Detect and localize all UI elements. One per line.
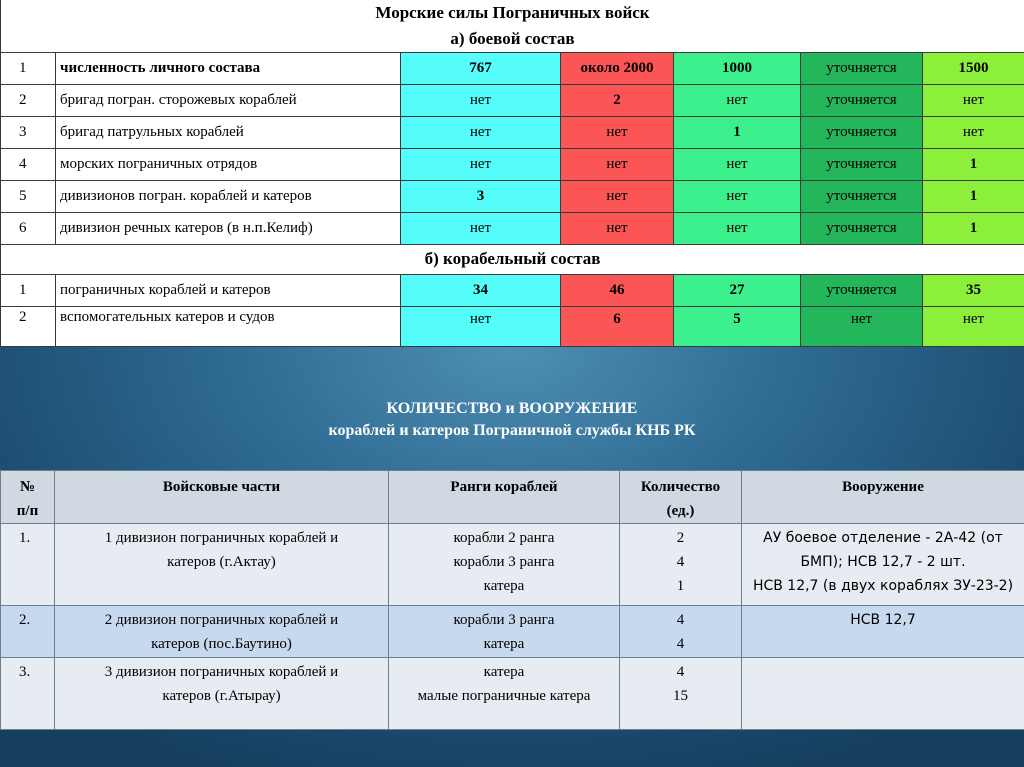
section-a-heading: а) боевой состав [1, 26, 1024, 52]
table-row [1, 148, 1024, 180]
value-cell: нет [674, 148, 801, 180]
quantity-cell: 2 4 1 [620, 524, 742, 606]
armament-cell [742, 658, 1024, 730]
table-title: Морские силы Пограничных войск [1, 0, 1024, 26]
ranks-cell: катера малые пограничные катера [389, 658, 620, 730]
value-cell: уточняется [801, 52, 923, 84]
armament-panel [0, 470, 1024, 730]
value-cell: 27 [674, 274, 801, 306]
table-row [1, 606, 1024, 658]
value-cell: 34 [401, 274, 561, 306]
ranks-cell: корабли 2 ранга корабли 3 ранга катера [389, 524, 620, 606]
value-cell: нет [401, 306, 561, 346]
value-cell: 1000 [674, 52, 801, 84]
value-cell: нет [801, 306, 923, 346]
table-row [1, 180, 1024, 212]
row-number: 2 [1, 306, 56, 346]
value-cell: уточняется [801, 180, 923, 212]
section-b-heading: б) корабельный состав [1, 244, 1024, 274]
row-label: вспомогательных катеров и судов [56, 306, 401, 346]
value-cell: 46 [561, 274, 674, 306]
armament-title-line2: кораблей и катеров Пограничной службы КНБ РК [328, 422, 696, 439]
table-row [1, 306, 1024, 346]
row-number: 3. [1, 658, 55, 730]
value-cell: 1 [923, 180, 1024, 212]
table-row [1, 116, 1024, 148]
value-cell: 1 [674, 116, 801, 148]
quantity-cell: 4 4 [620, 606, 742, 658]
value-cell: нет [401, 148, 561, 180]
value-cell: 35 [923, 274, 1024, 306]
value-cell: нет [561, 116, 674, 148]
row-number: 1 [1, 274, 56, 306]
value-cell: уточняется [801, 116, 923, 148]
naval-forces-panel [0, 0, 1024, 347]
row-label: морских пограничных отрядов [56, 148, 401, 180]
value-cell: 1500 [923, 52, 1024, 84]
unit-cell: 3 дивизион пограничных кораблей и катеров (г.Атырау) [55, 658, 389, 730]
table-row [1, 274, 1024, 306]
value-cell: нет [561, 180, 674, 212]
header-units: Войсковые части [55, 471, 389, 524]
value-cell: нет [674, 84, 801, 116]
naval-forces-table [0, 0, 1024, 347]
value-cell: нет [561, 148, 674, 180]
table-row [1, 84, 1024, 116]
row-label: дивизионов погран. кораблей и катеров [56, 180, 401, 212]
value-cell: около 2000 [561, 52, 674, 84]
header-armament: Вооружение [742, 471, 1024, 524]
table-header-row [1, 471, 1024, 524]
value-cell: 1 [923, 148, 1024, 180]
armament-table [0, 470, 1024, 730]
header-ranks: Ранги кораблей [389, 471, 620, 524]
table-row [1, 658, 1024, 730]
row-label: бригад погран. сторожевых кораблей [56, 84, 401, 116]
row-number: 2 [1, 84, 56, 116]
header-num: № п/п [1, 471, 55, 524]
row-label: численность личного состава [56, 52, 401, 84]
row-number: 3 [1, 116, 56, 148]
row-label: бригад патрульных кораблей [56, 116, 401, 148]
value-cell: уточняется [801, 212, 923, 244]
row-label: пограничных кораблей и катеров [56, 274, 401, 306]
row-number: 6 [1, 212, 56, 244]
value-cell: 6 [561, 306, 674, 346]
value-cell: уточняется [801, 148, 923, 180]
quantity-cell: 4 15 [620, 658, 742, 730]
table-row [1, 52, 1024, 84]
value-cell: 3 [401, 180, 561, 212]
row-number: 1. [1, 524, 55, 606]
value-cell: нет [923, 116, 1024, 148]
value-cell: 5 [674, 306, 801, 346]
armament-title-line1: КОЛИЧЕСТВО и ВООРУЖЕНИЕ [386, 400, 638, 417]
unit-cell: 1 дивизион пограничных кораблей и катеров (г.Актау) [55, 524, 389, 606]
unit-cell: 2 дивизион пограничных кораблей и катеров (пос.Баутино) [55, 606, 389, 658]
value-cell: 1 [923, 212, 1024, 244]
value-cell: 767 [401, 52, 561, 84]
row-number: 1 [1, 52, 56, 84]
row-number: 4 [1, 148, 56, 180]
value-cell: нет [923, 306, 1024, 346]
value-cell: 2 [561, 84, 674, 116]
value-cell: уточняется [801, 84, 923, 116]
value-cell: нет [674, 212, 801, 244]
value-cell: нет [401, 212, 561, 244]
value-cell: нет [401, 116, 561, 148]
value-cell: нет [674, 180, 801, 212]
armament-cell: НСВ 12,7 [742, 606, 1024, 658]
value-cell: уточняется [801, 274, 923, 306]
value-cell: нет [561, 212, 674, 244]
ranks-cell: корабли 3 ранга катера [389, 606, 620, 658]
table-row [1, 212, 1024, 244]
table-row [1, 524, 1024, 606]
value-cell: нет [401, 84, 561, 116]
armament-title [0, 398, 1024, 442]
row-label: дивизион речных катеров (в н.п.Келиф) [56, 212, 401, 244]
header-quantity: Количество (ед.) [620, 471, 742, 524]
row-number: 5 [1, 180, 56, 212]
armament-cell: АУ боевое отделение - 2А-42 (от БМП); НСВ 12,7 - 2 шт. НСВ 12,7 (в двух кораблях ЗУ-23-2) [742, 524, 1024, 606]
row-number: 2. [1, 606, 55, 658]
value-cell: нет [923, 84, 1024, 116]
